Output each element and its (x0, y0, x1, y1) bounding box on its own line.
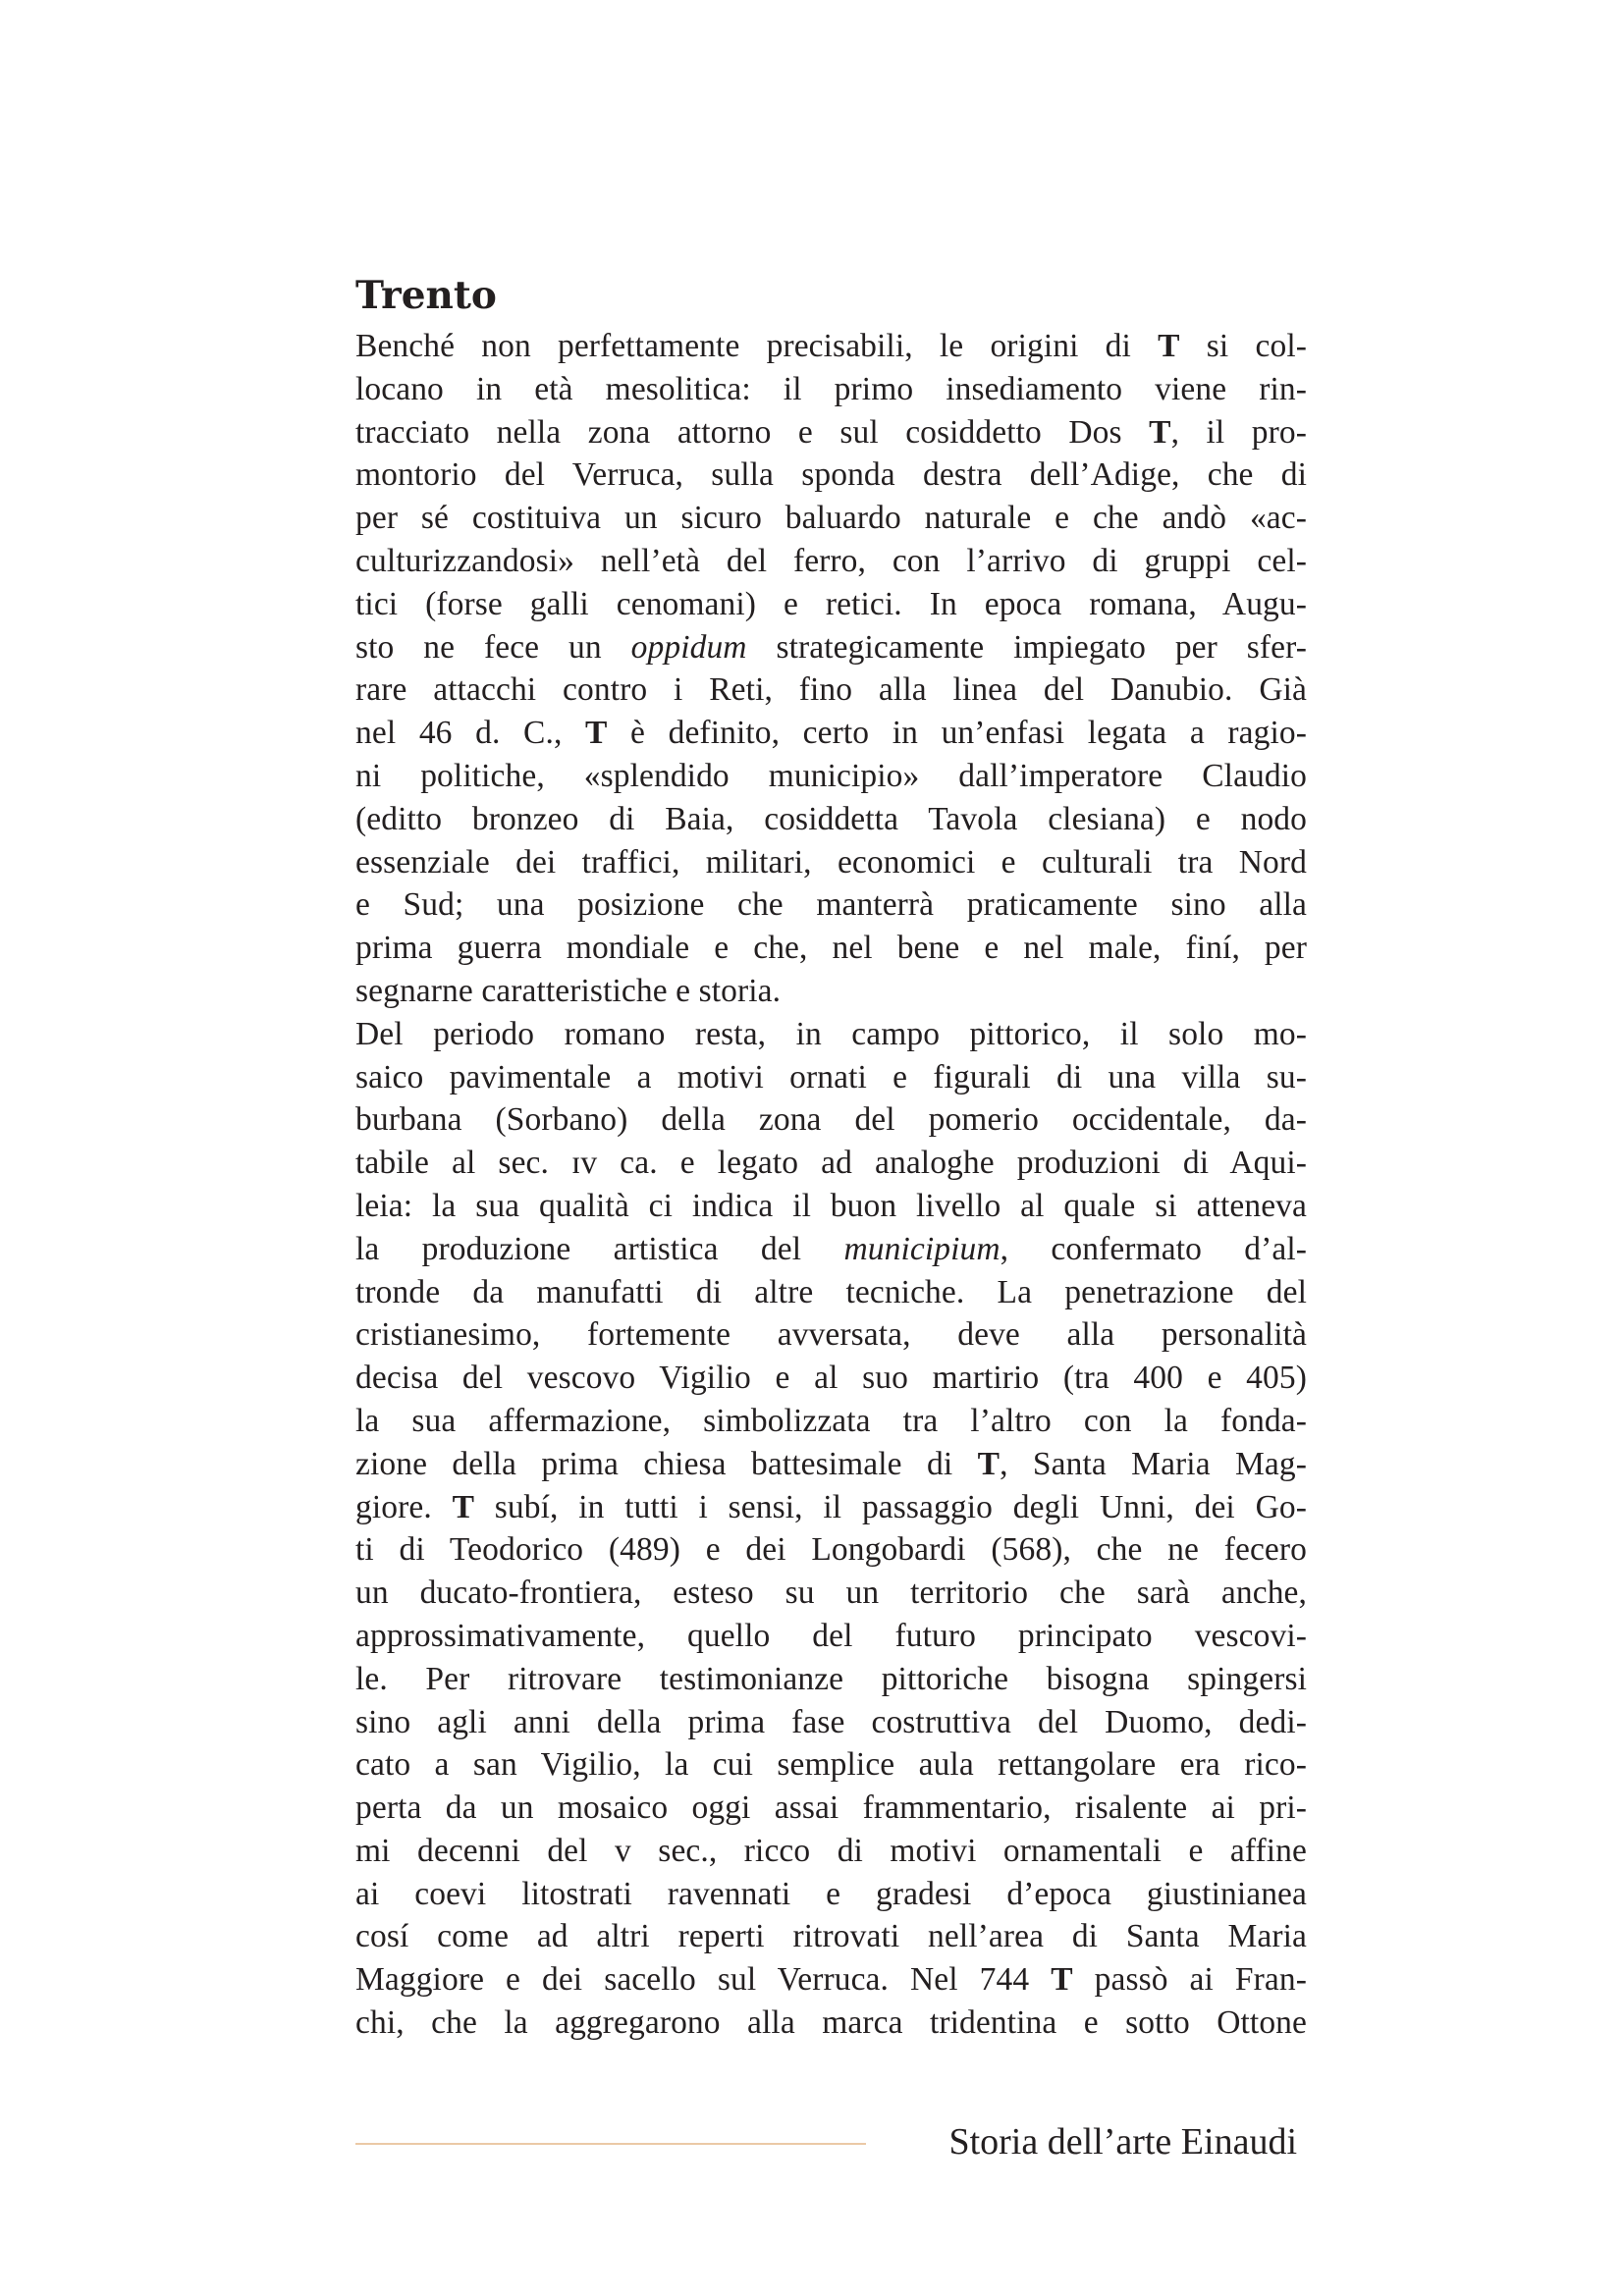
text-line (355, 626, 1307, 669)
text-line (355, 883, 1307, 927)
text-line (355, 1486, 1307, 1529)
text-run: si col- (1179, 328, 1307, 364)
text-line (355, 2002, 1307, 2045)
text-line (355, 1572, 1307, 1615)
text-run: ti di Teodorico (489) e dei Longobardi (568), che ne fecero (355, 1531, 1307, 1569)
text-run: decisa del vescovo Vigilio e al suo martirio (tra 400 e 405) (355, 1360, 1307, 1397)
text-run: (editto bronzeo di Baia, cosiddetta Tavola clesiana) e nodo (355, 800, 1307, 837)
text-run: strategicamente impiegato per sfer- (746, 628, 1307, 666)
text-run: cosí come ad altri reperti ritrovati nell’area di Santa Maria (355, 1918, 1307, 1955)
text-line (355, 583, 1307, 626)
text-run: passò ai Fran- (1072, 1961, 1307, 1999)
text-line (355, 927, 1307, 970)
text-run: locano in età mesolitica: il primo insediamento viene rin- (355, 370, 1307, 407)
text-run: un ducato-frontiera, esteso su un territorio che sarà anche, (355, 1575, 1307, 1612)
text-line (355, 1056, 1307, 1099)
text-line (355, 1873, 1307, 1916)
text-run: cristianesimo, fortemente avversata, deve alla personalità (355, 1316, 1307, 1354)
city-abbrev: T (585, 715, 608, 752)
text-line (355, 1615, 1307, 1658)
text-run: Maggiore e dei sacello sul Verruca. Nel 744 (355, 1961, 1052, 1999)
text-run: Del periodo romano resta, in campo pittorico, il solo mo- (355, 1015, 1307, 1052)
text-line (355, 841, 1307, 884)
text-run: prima guerra mondiale e che, nel bene e nel male, finí, per (355, 930, 1307, 967)
text-run: culturizzandosi» nell’età del ferro, con l’arrivo di gruppi cel- (355, 542, 1307, 579)
text-line (355, 1958, 1307, 2002)
body-text (355, 325, 1307, 2045)
city-abbrev: T (1158, 328, 1180, 364)
text-line (355, 712, 1307, 755)
text-line (355, 1185, 1307, 1228)
text-line (355, 411, 1307, 454)
text-run: perta da un mosaico oggi assai frammentario, risalente ai pri- (355, 1789, 1307, 1827)
text-line (355, 1142, 1307, 1185)
text-line (355, 1443, 1307, 1486)
text-run: leia: la sua qualità ci indica il buon livello al quale si atteneva (355, 1187, 1307, 1224)
text-run: le. Per ritrovare testimonianze pittoriche bisogna spingersi (355, 1660, 1307, 1697)
text-run: mi decenni del ᴠ sec., ricco di motivi ornamentali e affine (355, 1832, 1307, 1869)
text-line (355, 1098, 1307, 1142)
text-run: burbana (Sorbano) della zona del pomerio occidentale, da- (355, 1101, 1307, 1139)
text-run: rare attacchi contro i Reti, fino alla linea del Danubio. Già (355, 671, 1307, 709)
text-run: cato a san Vigilio, la cui semplice aula rettangolare era rico- (355, 1746, 1307, 1784)
text-run: montorio del Verruca, sulla sponda destra dell’Adige, che di (355, 456, 1307, 494)
text-line (355, 1528, 1307, 1572)
text-line (355, 1743, 1307, 1787)
text-line (355, 1228, 1307, 1271)
text-run: la sua affermazione, simbolizzata tra l’altro con la fonda- (355, 1402, 1307, 1439)
text-line (355, 1787, 1307, 1830)
text-run: subí, in tutti i sensi, il passaggio degli Unni, dei Go- (474, 1488, 1307, 1525)
text-run: saico pavimentale a motivi ornati e figurali di una villa su- (355, 1058, 1307, 1095)
text-run: tici (forse galli cenomani) e retici. In epoca romana, Augu- (355, 585, 1307, 622)
text-run: tronde da manufatti di altre tecniche. La penetrazione del (355, 1273, 1307, 1310)
text-line (355, 1313, 1307, 1357)
text-run: nel 46 d. C., (355, 715, 586, 752)
footer-rule (355, 2143, 866, 2145)
text-line (355, 668, 1307, 712)
city-abbrev: T (452, 1488, 475, 1525)
text-run: zione della prima chiesa battesimale di (355, 1445, 978, 1482)
text-run: , confermato d’al- (1000, 1230, 1307, 1267)
text-line (355, 1915, 1307, 1958)
text-line (355, 497, 1307, 540)
text-run: tabile al sec. ɪᴠ ca. e legato ad analoghe produzioni di Aqui- (355, 1145, 1307, 1182)
italic-term: municipium (843, 1230, 1001, 1267)
text-line (355, 540, 1307, 583)
entry-title: Trento (355, 273, 497, 318)
text-line (355, 368, 1307, 411)
text-run: giore. (355, 1488, 453, 1525)
text-run: , Santa Maria Mag- (1000, 1445, 1307, 1482)
text-run: per sé costituiva un sicuro baluardo naturale e che andò «ac- (355, 500, 1307, 537)
text-run: tracciato nella zona attorno e sul cosiddetto Dos (355, 413, 1150, 451)
text-line (355, 755, 1307, 798)
text-line (355, 1830, 1307, 1873)
text-run: ai coevi litostrati ravennati e gradesi d’epoca giustinianea (355, 1875, 1307, 1912)
text-run: Benché non perfettamente precisabili, le origini di (355, 328, 1159, 364)
text-line (355, 1701, 1307, 1744)
text-run: chi, che la aggregarono alla marca tridentina e sotto Ottone (355, 2004, 1307, 2042)
city-abbrev: T (1149, 413, 1171, 451)
text-run: è definito, certo in un’enfasi legata a ragio- (607, 715, 1308, 752)
text-run: ni politiche, «splendido municipio» dall’imperatore Claudio (355, 757, 1307, 794)
text-line (355, 454, 1307, 497)
text-line (355, 1658, 1307, 1701)
city-abbrev: T (977, 1445, 1001, 1482)
text-run: , il pro- (1170, 413, 1307, 451)
city-abbrev: T (1051, 1961, 1073, 1999)
text-run: essenziale dei traffici, militari, economici e culturali tra Nord (355, 843, 1307, 881)
text-line (355, 1013, 1307, 1056)
text-run: approssimativamente, quello del futuro principato vescovi- (355, 1617, 1307, 1654)
text-run: sino agli anni della prima fase costruttiva del Duomo, dedi- (355, 1703, 1307, 1740)
text-run: e Sud; una posizione che manterrà praticamente sino alla (355, 886, 1307, 924)
text-line (355, 325, 1307, 368)
text-run: sto ne fece un (355, 628, 631, 666)
text-line (355, 798, 1307, 841)
text-run: la produzione artistica del (355, 1230, 844, 1267)
text-line (355, 1400, 1307, 1443)
text-run: segnarne caratteristiche e storia. (355, 972, 782, 1009)
text-line (355, 970, 1307, 1013)
footer-publisher: Storia dell’arte Einaudi (948, 2121, 1297, 2163)
italic-term: oppidum (630, 628, 747, 666)
text-line (355, 1271, 1307, 1314)
text-line (355, 1357, 1307, 1400)
